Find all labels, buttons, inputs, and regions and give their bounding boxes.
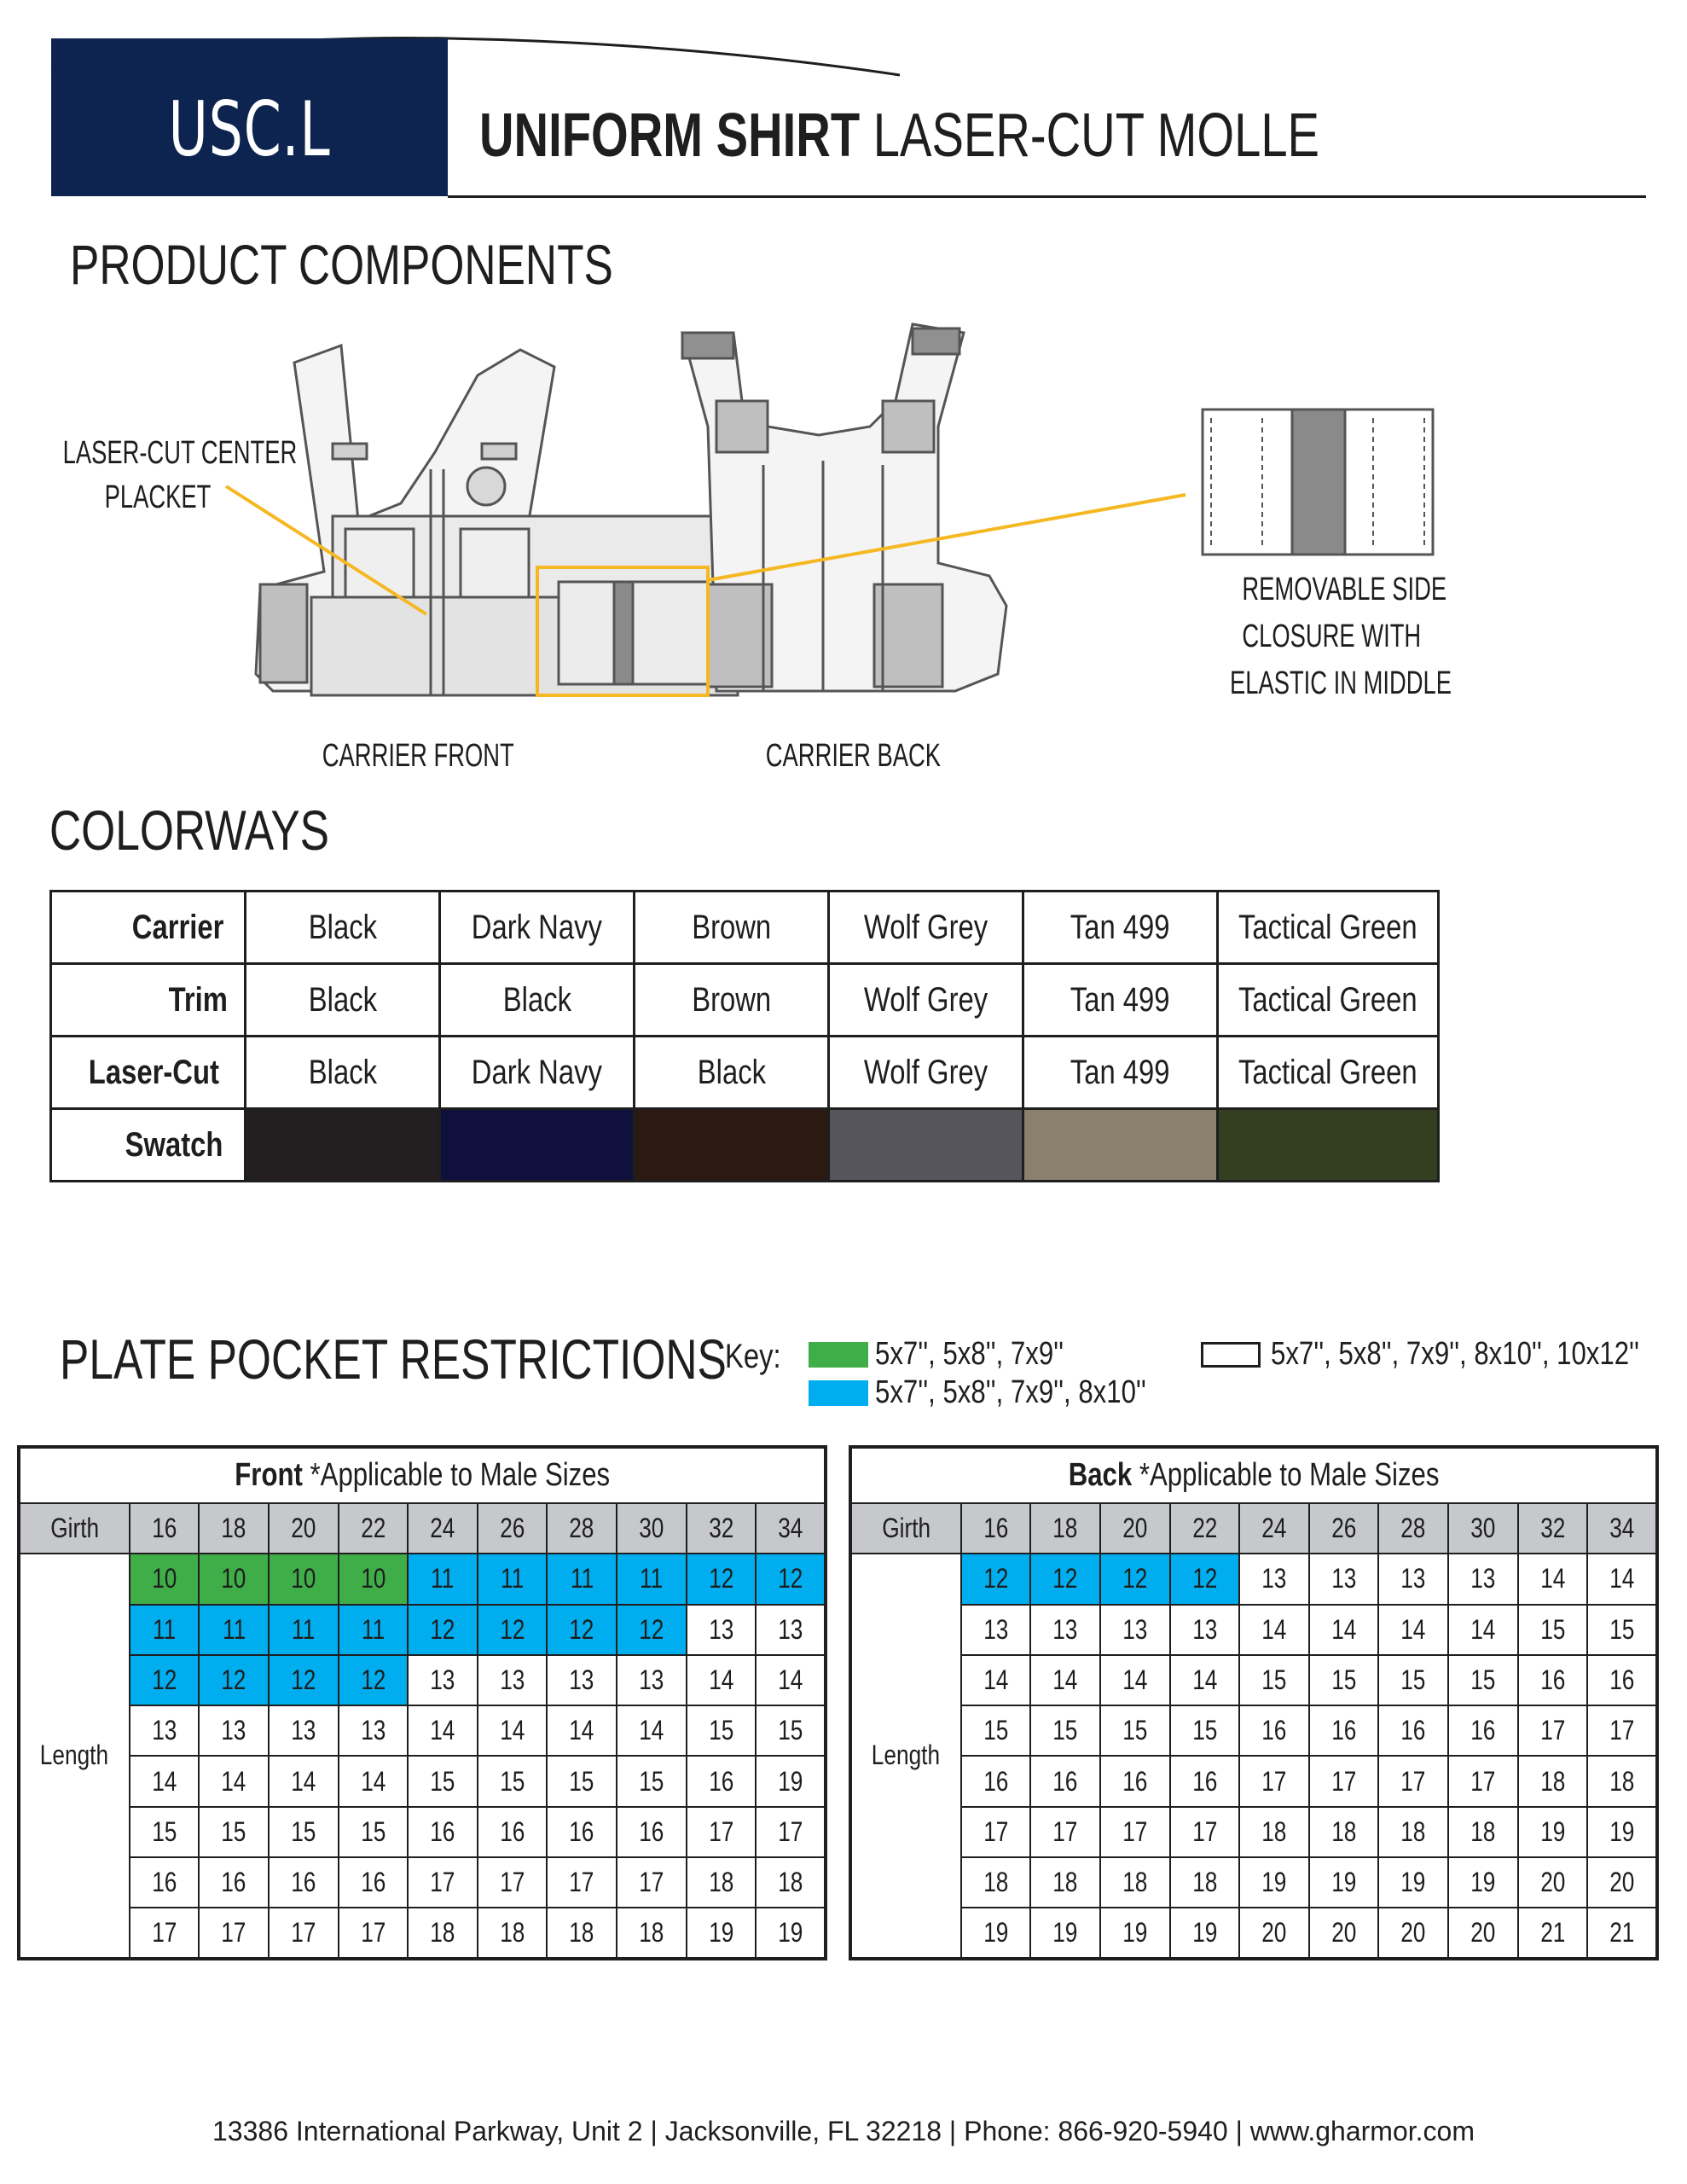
length-cell: 17 bbox=[961, 1807, 1031, 1857]
colorways-row-swatch bbox=[51, 1109, 1439, 1182]
length-cell: 13 bbox=[1030, 1605, 1100, 1655]
colorways-cell: Dark Navy bbox=[440, 892, 635, 964]
length-cell: 14 bbox=[1518, 1554, 1588, 1604]
table-row bbox=[850, 1605, 1657, 1655]
length-cell: 16 bbox=[1448, 1705, 1518, 1756]
length-cell: 20 bbox=[1378, 1908, 1448, 1958]
length-cell: 14 bbox=[1587, 1554, 1657, 1604]
length-cell: 17 bbox=[1309, 1756, 1379, 1806]
length-cell: 12 bbox=[408, 1605, 478, 1655]
back-restrictions-table bbox=[849, 1445, 1659, 1960]
length-cell: 14 bbox=[478, 1705, 548, 1756]
length-cell: 15 bbox=[617, 1756, 687, 1806]
color-swatch bbox=[440, 1109, 635, 1182]
colorways-row-label: Laser-Cut bbox=[51, 1037, 246, 1109]
closure-label-line1: REMOVABLE SIDE bbox=[1242, 572, 1447, 607]
table-row bbox=[850, 1756, 1657, 1806]
length-cell: 14 bbox=[269, 1756, 339, 1806]
side-closure-detail bbox=[1203, 410, 1433, 555]
length-cell: 14 bbox=[687, 1655, 757, 1705]
length-cell: 17 bbox=[130, 1908, 200, 1958]
length-cell: 11 bbox=[547, 1554, 617, 1604]
colorways-cell: Tan 499 bbox=[1023, 1037, 1218, 1109]
length-cell: 16 bbox=[1378, 1705, 1448, 1756]
closure-label-line2: CLOSURE WITH bbox=[1242, 619, 1422, 654]
girth-header-cell: 26 bbox=[1309, 1503, 1379, 1554]
length-cell: 11 bbox=[130, 1605, 200, 1655]
length-cell: 12 bbox=[130, 1655, 200, 1705]
table-row bbox=[850, 1807, 1657, 1857]
length-cell: 15 bbox=[687, 1705, 757, 1756]
length-cell: 11 bbox=[478, 1554, 548, 1604]
length-label: Length bbox=[19, 1554, 130, 1958]
length-cell: 20 bbox=[1448, 1908, 1518, 1958]
colorways-cell: Black bbox=[246, 1037, 440, 1109]
girth-header-cell: 22 bbox=[1170, 1503, 1240, 1554]
girth-header-cell: 24 bbox=[408, 1503, 478, 1554]
colorways-heading: COLORWAYS bbox=[49, 799, 330, 862]
colorways-cell: Black bbox=[246, 892, 440, 964]
length-cell: 20 bbox=[1309, 1908, 1379, 1958]
length-cell: 13 bbox=[1239, 1554, 1309, 1604]
table-caption: Front *Applicable to Male Sizes bbox=[19, 1447, 826, 1503]
length-cell: 12 bbox=[269, 1655, 339, 1705]
colorways-cell: Tactical Green bbox=[1218, 964, 1439, 1037]
length-cell: 12 bbox=[617, 1605, 687, 1655]
length-cell: 13 bbox=[1448, 1554, 1518, 1604]
key-text-white: 5x7'', 5x8'', 7x9'', 8x10'', 10x12'' bbox=[1271, 1336, 1639, 1372]
length-cell: 13 bbox=[1309, 1554, 1379, 1604]
colorways-cell: Brown bbox=[635, 892, 829, 964]
length-cell: 12 bbox=[1100, 1554, 1170, 1604]
closure-label-line3: ELASTIC IN MIDDLE bbox=[1230, 665, 1452, 701]
length-cell: 14 bbox=[756, 1655, 826, 1705]
length-cell: 12 bbox=[687, 1554, 757, 1604]
length-cell: 17 bbox=[408, 1857, 478, 1908]
length-cell: 12 bbox=[961, 1554, 1031, 1604]
color-swatch bbox=[635, 1109, 829, 1182]
length-cell: 19 bbox=[961, 1908, 1031, 1958]
girth-header-cell: 32 bbox=[687, 1503, 757, 1554]
table-row bbox=[850, 1554, 1657, 1604]
length-cell: 14 bbox=[408, 1705, 478, 1756]
length-cell: 17 bbox=[1239, 1756, 1309, 1806]
components-heading: PRODUCT COMPONENTS bbox=[70, 233, 613, 296]
product-title bbox=[479, 101, 1319, 171]
length-cell: 17 bbox=[199, 1908, 269, 1958]
length-cell: 19 bbox=[1518, 1807, 1588, 1857]
colorways-table bbox=[49, 890, 1440, 1182]
length-cell: 18 bbox=[961, 1857, 1031, 1908]
length-cell: 14 bbox=[339, 1756, 409, 1806]
length-cell: 12 bbox=[547, 1605, 617, 1655]
length-cell: 16 bbox=[130, 1857, 200, 1908]
length-cell: 14 bbox=[1378, 1605, 1448, 1655]
length-cell: 17 bbox=[547, 1857, 617, 1908]
length-cell: 15 bbox=[478, 1756, 548, 1806]
length-cell: 13 bbox=[687, 1605, 757, 1655]
placket-label-line2: PLACKET bbox=[104, 479, 212, 515]
table-caption-row bbox=[850, 1447, 1657, 1503]
length-cell: 15 bbox=[1170, 1705, 1240, 1756]
product-title-light: LASER-CUT MOLLE bbox=[872, 102, 1320, 170]
length-cell: 15 bbox=[1030, 1705, 1100, 1756]
table-row bbox=[850, 1705, 1657, 1756]
length-cell: 19 bbox=[1030, 1908, 1100, 1958]
girth-header-cell: 16 bbox=[961, 1503, 1031, 1554]
length-cell: 16 bbox=[339, 1857, 409, 1908]
table-row bbox=[850, 1908, 1657, 1958]
girth-header-row bbox=[19, 1503, 826, 1554]
length-cell: 15 bbox=[1587, 1605, 1657, 1655]
length-cell: 14 bbox=[1309, 1605, 1379, 1655]
table-row bbox=[19, 1908, 826, 1958]
length-cell: 17 bbox=[1587, 1705, 1657, 1756]
length-cell: 17 bbox=[1448, 1756, 1518, 1806]
length-cell: 17 bbox=[1378, 1756, 1448, 1806]
length-cell: 19 bbox=[756, 1756, 826, 1806]
table-row bbox=[850, 1655, 1657, 1705]
length-cell: 15 bbox=[1239, 1655, 1309, 1705]
girth-header-cell: 28 bbox=[1378, 1503, 1448, 1554]
length-cell: 19 bbox=[1587, 1807, 1657, 1857]
girth-header-cell: 18 bbox=[1030, 1503, 1100, 1554]
length-cell: 17 bbox=[269, 1908, 339, 1958]
length-cell: 12 bbox=[756, 1554, 826, 1604]
length-cell: 16 bbox=[547, 1807, 617, 1857]
length-cell: 10 bbox=[339, 1554, 409, 1604]
length-cell: 14 bbox=[961, 1655, 1031, 1705]
length-cell: 18 bbox=[617, 1908, 687, 1958]
length-cell: 14 bbox=[130, 1756, 200, 1806]
table-row bbox=[19, 1655, 826, 1705]
length-cell: 12 bbox=[199, 1655, 269, 1705]
length-cell: 11 bbox=[269, 1605, 339, 1655]
length-cell: 11 bbox=[617, 1554, 687, 1604]
length-cell: 19 bbox=[1309, 1857, 1379, 1908]
length-cell: 18 bbox=[687, 1857, 757, 1908]
girth-header-cell: 22 bbox=[339, 1503, 409, 1554]
colorways-row-label: Swatch bbox=[51, 1109, 246, 1182]
footer-contact: 13386 International Parkway, Unit 2 | Jacksonville, FL 32218 | Phone: 866-920-5940 | www.gharmor.com bbox=[212, 2116, 1475, 2146]
length-cell: 15 bbox=[1518, 1605, 1588, 1655]
length-cell: 14 bbox=[199, 1756, 269, 1806]
girth-header-cell: 32 bbox=[1518, 1503, 1588, 1554]
colorways-row-label: Trim bbox=[51, 964, 246, 1037]
length-cell: 13 bbox=[130, 1705, 200, 1756]
table-row bbox=[19, 1756, 826, 1806]
length-cell: 11 bbox=[199, 1605, 269, 1655]
length-cell: 19 bbox=[1378, 1857, 1448, 1908]
length-cell: 19 bbox=[1448, 1857, 1518, 1908]
length-cell: 18 bbox=[547, 1908, 617, 1958]
length-cell: 18 bbox=[1309, 1807, 1379, 1857]
length-cell: 15 bbox=[547, 1756, 617, 1806]
length-cell: 17 bbox=[1030, 1807, 1100, 1857]
length-cell: 14 bbox=[1100, 1655, 1170, 1705]
length-cell: 15 bbox=[199, 1807, 269, 1857]
length-cell: 17 bbox=[478, 1857, 548, 1908]
length-cell: 17 bbox=[1518, 1705, 1588, 1756]
length-cell: 12 bbox=[339, 1655, 409, 1705]
length-cell: 17 bbox=[687, 1807, 757, 1857]
length-cell: 16 bbox=[617, 1807, 687, 1857]
length-cell: 21 bbox=[1587, 1908, 1657, 1958]
length-cell: 16 bbox=[1587, 1655, 1657, 1705]
product-title-bold: UNIFORM SHIRT bbox=[479, 102, 861, 170]
length-cell: 15 bbox=[1309, 1655, 1379, 1705]
length-cell: 20 bbox=[1518, 1857, 1588, 1908]
length-cell: 20 bbox=[1587, 1857, 1657, 1908]
length-cell: 16 bbox=[408, 1807, 478, 1857]
side-closure-small bbox=[559, 582, 708, 684]
length-cell: 16 bbox=[1239, 1705, 1309, 1756]
length-cell: 18 bbox=[1239, 1807, 1309, 1857]
key-swatch-green bbox=[809, 1342, 868, 1368]
length-cell: 13 bbox=[339, 1705, 409, 1756]
table-row bbox=[19, 1605, 826, 1655]
length-cell: 13 bbox=[547, 1655, 617, 1705]
length-cell: 18 bbox=[478, 1908, 548, 1958]
length-cell: 13 bbox=[408, 1655, 478, 1705]
product-code: USC.L bbox=[168, 85, 331, 173]
length-cell: 17 bbox=[617, 1857, 687, 1908]
length-cell: 13 bbox=[199, 1705, 269, 1756]
caption-carrier-front: CARRIER FRONT bbox=[322, 738, 514, 774]
carrier-illustration bbox=[0, 316, 1687, 708]
length-cell: 15 bbox=[1448, 1655, 1518, 1705]
colorways-row-label: Carrier bbox=[51, 892, 246, 964]
length-cell: 16 bbox=[1518, 1655, 1588, 1705]
length-cell: 21 bbox=[1518, 1908, 1588, 1958]
girth-header-cell: 20 bbox=[269, 1503, 339, 1554]
colorways-cell: Tan 499 bbox=[1023, 964, 1218, 1037]
girth-header-cell: 30 bbox=[617, 1503, 687, 1554]
color-swatch bbox=[246, 1109, 440, 1182]
header-rule bbox=[448, 195, 1646, 198]
girth-label: Girth bbox=[850, 1503, 961, 1554]
table-row bbox=[19, 1807, 826, 1857]
length-cell: 19 bbox=[1170, 1908, 1240, 1958]
girth-header-cell: 18 bbox=[199, 1503, 269, 1554]
placket-label-line1: LASER-CUT CENTER bbox=[62, 435, 298, 471]
length-cell: 14 bbox=[1448, 1605, 1518, 1655]
table-row bbox=[850, 1857, 1657, 1908]
color-swatch bbox=[829, 1109, 1023, 1182]
length-cell: 15 bbox=[961, 1705, 1031, 1756]
length-cell: 13 bbox=[1100, 1605, 1170, 1655]
length-cell: 12 bbox=[478, 1605, 548, 1655]
length-cell: 13 bbox=[1378, 1554, 1448, 1604]
girth-header-row bbox=[850, 1503, 1657, 1554]
length-cell: 10 bbox=[269, 1554, 339, 1604]
length-cell: 16 bbox=[687, 1756, 757, 1806]
girth-header-cell: 24 bbox=[1239, 1503, 1309, 1554]
girth-header-cell: 34 bbox=[756, 1503, 826, 1554]
length-cell: 17 bbox=[1100, 1807, 1170, 1857]
length-cell: 15 bbox=[1378, 1655, 1448, 1705]
length-cell: 18 bbox=[1100, 1857, 1170, 1908]
table-row bbox=[19, 1554, 826, 1604]
length-cell: 13 bbox=[269, 1705, 339, 1756]
length-cell: 17 bbox=[756, 1807, 826, 1857]
length-cell: 16 bbox=[1030, 1756, 1100, 1806]
colorways-cell: Tactical Green bbox=[1218, 1037, 1439, 1109]
length-label: Length bbox=[850, 1554, 961, 1958]
colorways-cell: Black bbox=[246, 964, 440, 1037]
front-restrictions-table bbox=[17, 1445, 827, 1960]
table-row bbox=[19, 1857, 826, 1908]
length-cell: 18 bbox=[756, 1857, 826, 1908]
length-cell: 15 bbox=[269, 1807, 339, 1857]
length-cell: 11 bbox=[408, 1554, 478, 1604]
length-cell: 18 bbox=[1587, 1756, 1657, 1806]
key-text-blue: 5x7'', 5x8'', 7x9'', 8x10'' bbox=[875, 1374, 1146, 1410]
length-cell: 16 bbox=[478, 1807, 548, 1857]
girth-header-cell: 34 bbox=[1587, 1503, 1657, 1554]
key-swatch-blue bbox=[809, 1380, 868, 1406]
length-cell: 14 bbox=[1170, 1655, 1240, 1705]
length-cell: 15 bbox=[1100, 1705, 1170, 1756]
key-label: Key: bbox=[725, 1338, 781, 1375]
length-cell: 14 bbox=[1030, 1655, 1100, 1705]
colorways-cell: Tan 499 bbox=[1023, 892, 1218, 964]
length-cell: 19 bbox=[1239, 1857, 1309, 1908]
girth-header-cell: 16 bbox=[130, 1503, 200, 1554]
length-cell: 19 bbox=[756, 1908, 826, 1958]
length-cell: 18 bbox=[1448, 1807, 1518, 1857]
length-cell: 16 bbox=[1309, 1705, 1379, 1756]
length-cell: 17 bbox=[339, 1908, 409, 1958]
length-cell: 14 bbox=[547, 1705, 617, 1756]
colorways-cell: Black bbox=[635, 1037, 829, 1109]
length-cell: 16 bbox=[269, 1857, 339, 1908]
carrier-back-drawing bbox=[682, 324, 1006, 691]
length-cell: 15 bbox=[130, 1807, 200, 1857]
colorways-cell: Wolf Grey bbox=[829, 964, 1023, 1037]
length-cell: 13 bbox=[478, 1655, 548, 1705]
length-cell: 19 bbox=[687, 1908, 757, 1958]
length-cell: 15 bbox=[756, 1705, 826, 1756]
length-cell: 10 bbox=[199, 1554, 269, 1604]
girth-header-cell: 28 bbox=[547, 1503, 617, 1554]
girth-header-cell: 30 bbox=[1448, 1503, 1518, 1554]
length-cell: 16 bbox=[1170, 1756, 1240, 1806]
length-cell: 14 bbox=[617, 1705, 687, 1756]
length-cell: 20 bbox=[1239, 1908, 1309, 1958]
length-cell: 18 bbox=[408, 1908, 478, 1958]
length-cell: 12 bbox=[1170, 1554, 1240, 1604]
colorways-cell: Tactical Green bbox=[1218, 892, 1439, 964]
colorways-cell: Dark Navy bbox=[440, 1037, 635, 1109]
length-cell: 13 bbox=[756, 1605, 826, 1655]
girth-header-cell: 26 bbox=[478, 1503, 548, 1554]
color-swatch bbox=[1218, 1109, 1439, 1182]
length-cell: 14 bbox=[1239, 1605, 1309, 1655]
length-cell: 13 bbox=[1170, 1605, 1240, 1655]
colorways-row-laser-cut bbox=[51, 1037, 1439, 1109]
girth-label: Girth bbox=[19, 1503, 130, 1554]
key-text-green: 5x7'', 5x8'', 7x9'' bbox=[875, 1336, 1064, 1372]
length-cell: 16 bbox=[1100, 1756, 1170, 1806]
colorways-cell: Wolf Grey bbox=[829, 1037, 1023, 1109]
colorways-cell: Brown bbox=[635, 964, 829, 1037]
caption-carrier-back: CARRIER BACK bbox=[765, 738, 942, 774]
length-cell: 12 bbox=[1030, 1554, 1100, 1604]
key-swatch-white bbox=[1201, 1342, 1261, 1368]
length-cell: 18 bbox=[1030, 1857, 1100, 1908]
length-cell: 18 bbox=[1378, 1807, 1448, 1857]
length-cell: 18 bbox=[1518, 1756, 1588, 1806]
color-swatch bbox=[1023, 1109, 1218, 1182]
length-cell: 17 bbox=[1170, 1807, 1240, 1857]
length-cell: 16 bbox=[961, 1756, 1031, 1806]
length-cell: 15 bbox=[339, 1807, 409, 1857]
girth-header-cell: 20 bbox=[1100, 1503, 1170, 1554]
table-caption: Back *Applicable to Male Sizes bbox=[850, 1447, 1657, 1503]
length-cell: 13 bbox=[961, 1605, 1031, 1655]
colorways-cell: Black bbox=[440, 964, 635, 1037]
table-caption-row bbox=[19, 1447, 826, 1503]
table-row bbox=[19, 1705, 826, 1756]
length-cell: 16 bbox=[199, 1857, 269, 1908]
length-cell: 11 bbox=[339, 1605, 409, 1655]
colorways-cell: Wolf Grey bbox=[829, 892, 1023, 964]
colorways-row-trim bbox=[51, 964, 1439, 1037]
restrictions-heading: PLATE POCKET RESTRICTIONS bbox=[60, 1327, 727, 1391]
colorways-row-carrier bbox=[51, 892, 1439, 964]
length-cell: 13 bbox=[617, 1655, 687, 1705]
length-cell: 18 bbox=[1170, 1857, 1240, 1908]
length-cell: 10 bbox=[130, 1554, 200, 1604]
length-cell: 19 bbox=[1100, 1908, 1170, 1958]
length-cell: 15 bbox=[408, 1756, 478, 1806]
